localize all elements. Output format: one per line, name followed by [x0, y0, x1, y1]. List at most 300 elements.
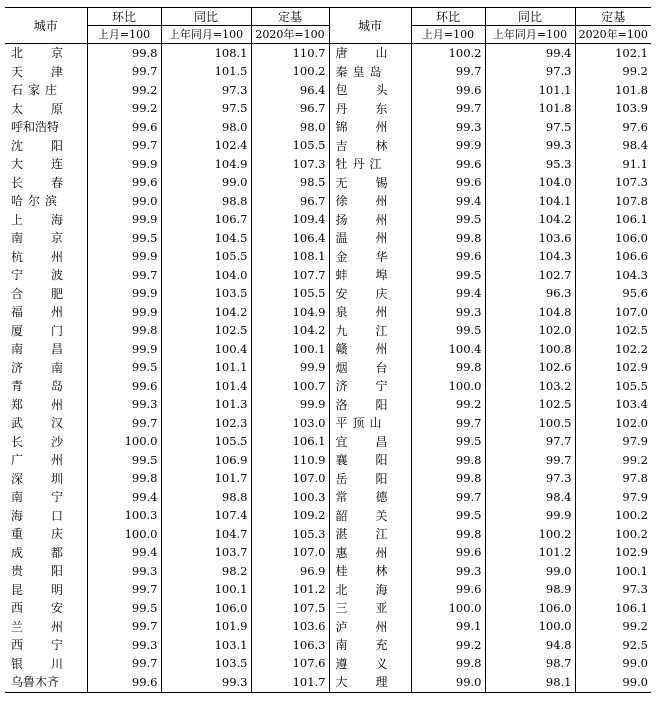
base-value-left: 105.5	[251, 285, 329, 304]
mom-value-left: 99.8	[87, 322, 161, 341]
yoy-value-left: 98.8	[161, 192, 251, 211]
base-value-right: 99.0	[575, 673, 651, 692]
yoy-value-right: 97.3	[485, 63, 575, 82]
table-row	[5, 285, 651, 304]
mom-value-left: 99.7	[87, 63, 161, 82]
mom-value-left: 99.7	[87, 581, 161, 600]
base-value-right: 102.5	[575, 322, 651, 341]
base-value-left: 96.7	[251, 100, 329, 119]
yoy-value-right: 97.3	[485, 470, 575, 489]
mom-value-right: 99.6	[411, 81, 485, 100]
table-row	[5, 63, 651, 82]
yoy-value-left: 106.7	[161, 211, 251, 230]
city-name-left	[5, 599, 92, 618]
city-label: 广州	[11, 453, 92, 468]
yoy-value-left: 98.8	[161, 488, 251, 507]
city-label: 宁波	[11, 268, 92, 283]
mom-value-right: 99.7	[411, 100, 485, 119]
base-value-right: 104.3	[575, 266, 651, 285]
city-name-right	[329, 562, 416, 581]
city-label: 安庆	[335, 286, 416, 301]
base-value-right: 101.8	[575, 81, 651, 100]
city-label: 平顶山	[335, 416, 387, 431]
mom-value-right: 99.9	[411, 137, 485, 156]
base-value-right: 92.5	[575, 636, 651, 655]
city-name-left	[5, 118, 87, 137]
mom-value-right: 99.6	[411, 155, 485, 174]
base-value-right: 106.6	[575, 248, 651, 267]
city-name-left	[5, 100, 92, 119]
base-value-right: 107.0	[575, 303, 651, 322]
city-label: 赣州	[335, 342, 416, 357]
city-label: 秦皇岛	[335, 64, 387, 79]
mom-value-right: 100.0	[411, 599, 485, 618]
city-name-left	[5, 396, 92, 415]
city-name-right	[329, 100, 416, 119]
base-value-left: 109.2	[251, 507, 329, 526]
city-label: 湛江	[335, 527, 416, 542]
city-label: 乌鲁木齐	[11, 675, 60, 690]
city-label: 南充	[335, 638, 416, 653]
mom-value-right: 99.5	[411, 322, 485, 341]
city-name-left	[5, 451, 92, 470]
yoy-value-left: 103.5	[161, 285, 251, 304]
yoy-value-right: 96.3	[485, 285, 575, 304]
mom-header-left: 环比	[87, 8, 161, 26]
mom-value-left: 99.6	[87, 118, 161, 137]
yoy-value-right: 102.0	[485, 322, 575, 341]
base-subheader-left: 2020年=100	[251, 26, 329, 44]
table-row	[5, 433, 651, 452]
mom-value-left: 100.0	[87, 525, 161, 544]
city-name-left	[5, 636, 92, 655]
city-label: 石家庄	[11, 83, 63, 98]
city-name-left	[5, 81, 87, 100]
city-label: 蚌埠	[335, 268, 416, 283]
yoy-value-left: 100.4	[161, 340, 251, 359]
base-value-right: 99.2	[575, 451, 651, 470]
base-value-right: 97.9	[575, 488, 651, 507]
city-label: 丹东	[335, 101, 416, 116]
yoy-value-right: 102.5	[485, 396, 575, 415]
base-value-right: 102.0	[575, 414, 651, 433]
city-label: 哈尔滨	[11, 194, 63, 209]
table-row	[5, 266, 651, 285]
mom-value-right: 99.6	[411, 581, 485, 600]
yoy-value-right: 97.7	[485, 433, 575, 452]
mom-value-left: 99.9	[87, 248, 161, 267]
city-label: 北京	[11, 46, 92, 61]
city-name-right	[329, 414, 411, 433]
yoy-value-left: 107.4	[161, 507, 251, 526]
mom-value-left: 100.3	[87, 507, 161, 526]
city-name-left	[5, 488, 92, 507]
yoy-value-right: 104.8	[485, 303, 575, 322]
mom-header-right: 环比	[411, 8, 485, 26]
table-row	[5, 396, 651, 415]
mom-value-left: 99.7	[87, 266, 161, 285]
yoy-value-left: 102.4	[161, 137, 251, 156]
city-name-right	[329, 618, 416, 637]
mom-value-right: 99.2	[411, 636, 485, 655]
mom-value-right: 99.0	[411, 673, 485, 692]
yoy-value-right: 100.0	[485, 618, 575, 637]
city-name-left	[5, 155, 92, 174]
base-header-right: 定基	[575, 8, 651, 26]
yoy-value-left: 101.3	[161, 396, 251, 415]
city-name-left	[5, 618, 92, 637]
city-label: 徐州	[335, 194, 416, 209]
city-name-right	[329, 63, 411, 82]
city-name-right	[329, 44, 416, 63]
yoy-value-left: 104.5	[161, 229, 251, 248]
city-label: 西安	[11, 601, 92, 616]
table-row	[5, 581, 651, 600]
base-value-right: 99.2	[575, 63, 651, 82]
yoy-value-right: 104.0	[485, 174, 575, 193]
city-label: 吉林	[335, 138, 416, 153]
city-name-right	[329, 673, 416, 692]
mom-value-left: 99.9	[87, 211, 161, 230]
base-subheader-right: 2020年=100	[575, 26, 651, 44]
base-value-left: 100.7	[251, 377, 329, 396]
mom-value-left: 99.2	[87, 81, 161, 100]
base-value-right: 102.2	[575, 340, 651, 359]
mom-value-right: 99.3	[411, 303, 485, 322]
city-name-left	[5, 174, 92, 193]
table-row	[5, 377, 651, 396]
base-value-right: 106.1	[575, 599, 651, 618]
yoy-value-left: 101.9	[161, 618, 251, 637]
base-value-left: 110.9	[251, 451, 329, 470]
mom-value-right: 99.5	[411, 211, 485, 230]
table-header	[5, 8, 651, 44]
city-name-left	[5, 137, 92, 156]
base-value-left: 100.2	[251, 63, 329, 82]
city-label: 深圳	[11, 471, 92, 486]
yoy-value-left: 100.1	[161, 581, 251, 600]
mom-value-right: 100.0	[411, 377, 485, 396]
base-value-right: 105.5	[575, 377, 651, 396]
city-name-left	[5, 562, 92, 581]
table-row	[5, 100, 651, 119]
city-label: 厦门	[11, 323, 92, 338]
mom-value-right: 99.2	[411, 396, 485, 415]
mom-subheader-right: 上月=100	[411, 26, 485, 44]
city-label: 呼和浩特	[11, 120, 60, 135]
yoy-subheader-left: 上年同月=100	[161, 26, 251, 44]
yoy-value-right: 101.2	[485, 544, 575, 563]
city-label: 上海	[11, 212, 92, 227]
city-label: 济南	[11, 360, 92, 375]
base-value-right: 97.3	[575, 581, 651, 600]
city-label: 西宁	[11, 638, 92, 653]
city-name-left	[5, 211, 92, 230]
city-name-right	[329, 525, 416, 544]
base-value-right: 102.9	[575, 359, 651, 378]
city-name-right	[329, 396, 416, 415]
city-label: 惠州	[335, 545, 416, 560]
city-label: 青岛	[11, 379, 92, 394]
city-label: 大连	[11, 157, 92, 172]
yoy-value-right: 99.3	[485, 137, 575, 156]
city-label: 武汉	[11, 416, 92, 431]
city-name-right	[329, 544, 416, 563]
mom-value-right: 99.5	[411, 433, 485, 452]
yoy-value-left: 103.7	[161, 544, 251, 563]
city-label: 遵义	[335, 656, 416, 671]
mom-value-right: 99.7	[411, 488, 485, 507]
table-row	[5, 322, 651, 341]
city-name-right	[329, 488, 416, 507]
base-value-left: 107.6	[251, 655, 329, 674]
yoy-value-left: 99.3	[161, 673, 251, 692]
mom-value-right: 99.5	[411, 507, 485, 526]
yoy-value-left: 101.5	[161, 63, 251, 82]
yoy-value-right: 95.3	[485, 155, 575, 174]
yoy-value-right: 98.7	[485, 655, 575, 674]
yoy-value-right: 104.2	[485, 211, 575, 230]
yoy-value-left: 97.3	[161, 81, 251, 100]
city-name-right	[329, 211, 416, 230]
mom-value-left: 99.2	[87, 100, 161, 119]
city-name-left	[5, 377, 92, 396]
yoy-value-right: 101.1	[485, 81, 575, 100]
yoy-value-left: 104.0	[161, 266, 251, 285]
yoy-value-right: 104.3	[485, 248, 575, 267]
city-name-right	[329, 137, 416, 156]
city-label: 海口	[11, 508, 92, 523]
table-row	[5, 211, 651, 230]
city-name-left	[5, 340, 92, 359]
table-row	[5, 155, 651, 174]
city-label: 昆明	[11, 582, 92, 597]
base-value-right: 97.6	[575, 118, 651, 137]
city-name-right	[329, 599, 416, 618]
city-label: 重庆	[11, 527, 92, 542]
city-label: 太原	[11, 101, 92, 116]
city-name-left	[5, 359, 92, 378]
city-name-right	[329, 192, 416, 211]
table-row	[5, 359, 651, 378]
table-row	[5, 451, 651, 470]
base-value-left: 110.7	[251, 44, 329, 63]
yoy-value-left: 102.3	[161, 414, 251, 433]
city-label: 烟台	[335, 360, 416, 375]
city-name-right	[329, 359, 416, 378]
base-value-left: 103.0	[251, 414, 329, 433]
city-label: 三亚	[335, 601, 416, 616]
yoy-value-left: 108.1	[161, 44, 251, 63]
base-value-right: 107.8	[575, 192, 651, 211]
city-name-right	[329, 581, 416, 600]
yoy-value-right: 98.9	[485, 581, 575, 600]
mom-value-left: 99.5	[87, 229, 161, 248]
yoy-value-right: 99.7	[485, 451, 575, 470]
table-row	[5, 340, 651, 359]
city-name-right	[329, 655, 416, 674]
city-name-right	[329, 248, 416, 267]
yoy-value-left: 98.2	[161, 562, 251, 581]
base-value-left: 96.7	[251, 192, 329, 211]
city-name-right	[329, 229, 416, 248]
table-row	[5, 544, 651, 563]
mom-value-right: 99.8	[411, 655, 485, 674]
mom-value-left: 99.7	[87, 414, 161, 433]
table-row	[5, 507, 651, 526]
city-label: 兰州	[11, 619, 92, 634]
yoy-value-right: 106.0	[485, 599, 575, 618]
city-label: 银川	[11, 656, 92, 671]
mom-value-right: 99.6	[411, 544, 485, 563]
city-name-right	[329, 155, 411, 174]
base-value-left: 100.3	[251, 488, 329, 507]
yoy-value-left: 104.9	[161, 155, 251, 174]
mom-value-right: 99.8	[411, 229, 485, 248]
city-name-left	[5, 655, 92, 674]
base-value-right: 95.6	[575, 285, 651, 304]
base-value-right: 100.2	[575, 525, 651, 544]
city-name-left	[5, 673, 87, 692]
table-row	[5, 599, 651, 618]
mom-value-left: 99.6	[87, 673, 161, 692]
city-label: 沈阳	[11, 138, 92, 153]
table-row	[5, 192, 651, 211]
table-row	[5, 137, 651, 156]
yoy-value-right: 97.5	[485, 118, 575, 137]
base-value-left: 107.0	[251, 544, 329, 563]
city-label: 洛阳	[335, 397, 416, 412]
city-name-right	[329, 322, 416, 341]
base-value-right: 100.2	[575, 507, 651, 526]
city-name-right	[329, 174, 416, 193]
mom-value-left: 99.9	[87, 155, 161, 174]
mom-value-left: 99.8	[87, 470, 161, 489]
mom-value-left: 99.5	[87, 359, 161, 378]
base-value-left: 105.3	[251, 525, 329, 544]
city-name-left	[5, 525, 92, 544]
table-row	[5, 636, 651, 655]
city-name-left	[5, 414, 92, 433]
mom-value-left: 99.5	[87, 451, 161, 470]
base-value-left: 101.2	[251, 581, 329, 600]
city-name-left	[5, 63, 92, 82]
yoy-value-left: 105.5	[161, 248, 251, 267]
yoy-value-left: 101.4	[161, 377, 251, 396]
base-value-left: 96.9	[251, 562, 329, 581]
mom-value-left: 99.8	[87, 44, 161, 63]
base-value-left: 106.4	[251, 229, 329, 248]
city-name-right	[329, 470, 416, 489]
city-label: 贵阳	[11, 564, 92, 579]
mom-value-left: 99.6	[87, 377, 161, 396]
base-value-left: 108.1	[251, 248, 329, 267]
city-name-left	[5, 285, 92, 304]
city-name-right	[329, 118, 416, 137]
mom-value-left: 99.5	[87, 599, 161, 618]
base-value-right: 98.4	[575, 137, 651, 156]
mom-value-left: 100.0	[87, 433, 161, 452]
table-row	[5, 81, 651, 100]
yoy-value-left: 105.5	[161, 433, 251, 452]
mom-value-left: 99.3	[87, 636, 161, 655]
city-label: 泸州	[335, 619, 416, 634]
yoy-value-right: 99.9	[485, 507, 575, 526]
table-row	[5, 470, 651, 489]
yoy-value-right: 102.6	[485, 359, 575, 378]
mom-value-right: 99.7	[411, 414, 485, 433]
city-label: 韶关	[335, 508, 416, 523]
base-value-left: 106.1	[251, 433, 329, 452]
yoy-subheader-right: 上年同月=100	[485, 26, 575, 44]
city-name-right	[329, 507, 416, 526]
yoy-value-right: 98.1	[485, 673, 575, 692]
table-body	[5, 44, 651, 693]
yoy-value-left: 98.0	[161, 118, 251, 137]
mom-value-right: 99.3	[411, 118, 485, 137]
mom-value-left: 99.9	[87, 340, 161, 359]
base-value-left: 109.4	[251, 211, 329, 230]
mom-value-left: 99.7	[87, 618, 161, 637]
yoy-value-right: 102.7	[485, 266, 575, 285]
base-value-right: 97.8	[575, 470, 651, 489]
base-value-left: 107.7	[251, 266, 329, 285]
city-name-right	[329, 377, 416, 396]
city-label: 福州	[11, 305, 92, 320]
table-row	[5, 414, 651, 433]
base-value-left: 98.5	[251, 174, 329, 193]
mom-value-right: 99.8	[411, 359, 485, 378]
city-label: 大理	[335, 675, 416, 690]
city-label: 泉州	[335, 305, 416, 320]
base-header-left: 定基	[251, 8, 329, 26]
yoy-value-right: 100.2	[485, 525, 575, 544]
city-label: 成都	[11, 545, 92, 560]
city-label: 桂林	[335, 564, 416, 579]
mom-subheader-left: 上月=100	[87, 26, 161, 44]
base-value-right: 103.4	[575, 396, 651, 415]
table-row	[5, 174, 651, 193]
yoy-value-right: 103.2	[485, 377, 575, 396]
city-name-right	[329, 636, 416, 655]
yoy-value-left: 106.0	[161, 599, 251, 618]
city-name-left	[5, 507, 92, 526]
city-label: 包头	[335, 83, 416, 98]
city-label: 长沙	[11, 434, 92, 449]
mom-value-right: 99.3	[411, 562, 485, 581]
city-name-right	[329, 303, 416, 322]
city-header-right: 城市	[329, 8, 411, 44]
mom-value-right: 99.8	[411, 451, 485, 470]
city-label: 九江	[335, 323, 416, 338]
city-name-right	[329, 451, 416, 470]
yoy-value-right: 99.0	[485, 562, 575, 581]
mom-value-right: 99.1	[411, 618, 485, 637]
yoy-value-left: 99.0	[161, 174, 251, 193]
yoy-value-left: 97.5	[161, 100, 251, 119]
city-name-left	[5, 433, 92, 452]
mom-value-right: 100.2	[411, 44, 485, 63]
city-name-right	[329, 266, 416, 285]
mom-value-right: 100.4	[411, 340, 485, 359]
city-name-left	[5, 266, 92, 285]
city-label: 宜昌	[335, 434, 416, 449]
base-value-right: 107.3	[575, 174, 651, 193]
mom-value-left: 99.6	[87, 174, 161, 193]
city-name-left	[5, 544, 92, 563]
city-label: 锦州	[335, 120, 416, 135]
yoy-value-right: 103.6	[485, 229, 575, 248]
